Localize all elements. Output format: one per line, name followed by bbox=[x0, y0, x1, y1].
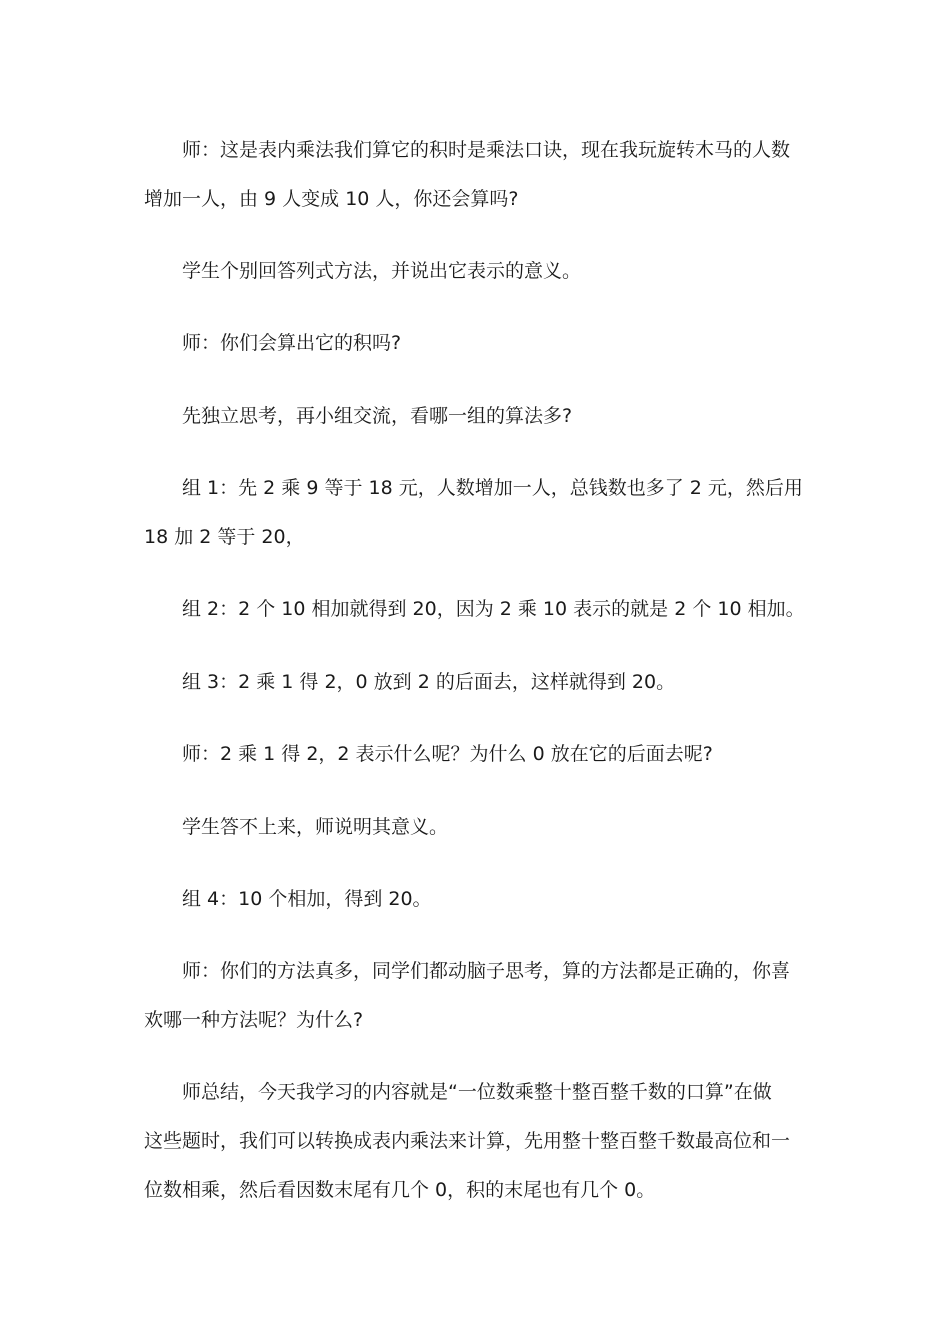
paragraph-teacher-summary bbox=[144, 1068, 800, 1215]
paragraph-line: 这些题时，我们可以转换成表内乘法来计算，先用整十整百整千数最高位和一 bbox=[144, 1130, 791, 1152]
paragraph-line: 师：你们会算出它的积吗? bbox=[182, 332, 402, 354]
paragraph-group-3 bbox=[144, 658, 800, 707]
paragraph-group-2 bbox=[144, 585, 805, 634]
paragraph-line: 欢哪一种方法呢？为什么? bbox=[144, 1009, 364, 1031]
paragraph-line: 学生答不上来，师说明其意义。 bbox=[182, 816, 449, 838]
paragraph-line: 位数相乘，然后看因数末尾有几个 0，积的末尾也有几个 0。 bbox=[144, 1179, 656, 1201]
paragraph-teacher-ask-product bbox=[144, 319, 800, 368]
paragraph-teacher-praise bbox=[144, 947, 800, 1045]
paragraph-line: 组 3：2 乘 1 得 2，0 放到 2 的后面去，这样就得到 20。 bbox=[182, 671, 676, 693]
paragraph-group-4 bbox=[144, 875, 800, 924]
paragraph-line: 组 2：2 个 10 相加就得到 20，因为 2 乘 10 表示的就是 2 个 10 相加。 bbox=[182, 598, 805, 620]
paragraph-line: 组 1：先 2 乘 9 等于 18 元，人数增加一人，总钱数也多了 2 元，然后用 bbox=[182, 477, 803, 499]
paragraph-line: 增加一人，由 9 人变成 10 人，你还会算吗? bbox=[144, 188, 519, 210]
paragraph-line: 师：2 乘 1 得 2，2 表示什么呢？为什么 0 放在它的后面去呢? bbox=[182, 743, 713, 765]
paragraph-teacher-question bbox=[144, 126, 800, 224]
paragraph-students-answer bbox=[144, 247, 800, 296]
paragraph-think-discuss bbox=[144, 392, 800, 441]
paragraph-line: 师：你们的方法真多，同学们都动脑子思考，算的方法都是正确的，你喜 bbox=[182, 960, 791, 982]
paragraph-teacher-explains bbox=[144, 803, 800, 852]
paragraph-line: 师：这是表内乘法我们算它的积时是乘法口诀，现在我玩旋转木马的人数 bbox=[182, 139, 791, 161]
paragraph-line: 师总结，今天我学习的内容就是“一位数乘整十整百整千数的口算”在做 bbox=[182, 1081, 772, 1103]
paragraph-group-1 bbox=[144, 464, 803, 562]
paragraph-teacher-why bbox=[144, 730, 800, 779]
paragraph-line: 组 4：10 个相加，得到 20。 bbox=[182, 888, 432, 910]
paragraph-line: 18 加 2 等于 20， bbox=[144, 526, 305, 548]
paragraph-line: 先独立思考，再小组交流，看哪一组的算法多? bbox=[182, 405, 573, 427]
paragraph-line: 学生个别回答列式方法，并说出它表示的意义。 bbox=[182, 260, 582, 282]
